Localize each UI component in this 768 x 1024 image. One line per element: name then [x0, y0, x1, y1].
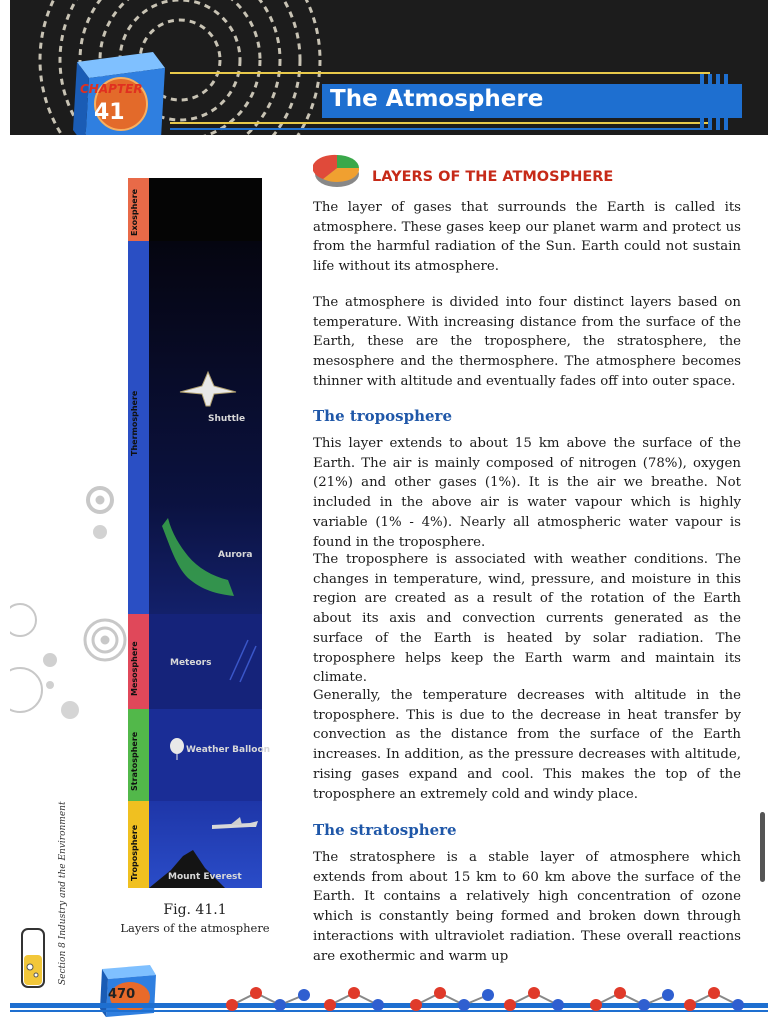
section-side-text: Section 8 Industry and the Environment — [58, 801, 68, 985]
layer-band — [128, 241, 149, 614]
book-page — [10, 0, 768, 1024]
header-rule-top — [170, 72, 710, 74]
header-stripe — [708, 74, 712, 130]
chapter-label: CHAPTER — [80, 82, 143, 96]
weather-balloon-icon — [168, 738, 186, 760]
header-stripe — [716, 74, 720, 130]
shuttle-icon — [178, 370, 238, 410]
layer-sky — [149, 709, 262, 801]
subheading-stratosphere: The stratosphere — [313, 821, 457, 839]
pie-chart-icon — [313, 152, 361, 190]
layer-stratosphere — [128, 709, 262, 801]
mount-everest-label: Mount Everest — [168, 872, 242, 882]
paragraph-layers: The atmosphere is divided into four distinct layers based on temperature. With increasing distance from the surface of the Earth, these are the troposphere, the stratosphere, the mesosphere and the thermosphere. The atmosphere becomes thinner with altitude and eventually fades off into outer space. — [313, 295, 741, 389]
subheading-troposphere: The troposphere — [313, 407, 452, 425]
meteors-label: Meteors — [170, 658, 212, 668]
paragraph-intro: The layer of gases that surrounds the Earth is called its atmosphere. These gases keep our planet warm and protect us from the harmful radiation of the Sun. Earth could not sustain life without its atmosphere. — [313, 200, 741, 275]
layer-sky — [149, 178, 262, 241]
header-rule-bottom — [170, 122, 710, 124]
header-stripe — [724, 74, 728, 130]
molecule-chain-decoration — [220, 985, 760, 1024]
meteors-icon — [218, 636, 258, 686]
chapter-number: 41 — [94, 100, 125, 125]
aurora-label: Aurora — [218, 550, 253, 560]
airplane-icon — [210, 815, 260, 835]
paragraph-troposphere-3: Generally, the temperature decreases with altitude in the troposphere. This is due to the decrease in heat transfer by convection as the distance from the surface of the Earth increases. In addition, as the pressure decreases with altitude, rising gases expand and cool. This makes the top of the troposphere an extremely cold and windy place. — [313, 688, 741, 802]
header-stripe — [700, 74, 704, 130]
scrollbar-thumb[interactable] — [760, 812, 765, 882]
section-heading: LAYERS OF THE ATMOSPHERE — [372, 169, 614, 185]
paragraph-troposphere-1: This layer extends to about 15 km above the surface of the Earth. The air is mainly composed of nitrogen (78%), oxygen (21%) and other gases (1%). It is the air we breathe. Not included in the above air is water vapour which is highly variable (1% - 4%). Nearly all atmospheric water vapour is found in the troposphere. — [313, 436, 741, 550]
figure-caption: Layers of the atmosphere — [120, 921, 270, 935]
weather-balloon-label: Weather Balloon — [186, 745, 271, 755]
layer-band — [128, 614, 149, 709]
paragraph-troposphere-2: The troposphere is associated with weather conditions. The changes in temperature, wind, pressure, and moisture in this region are created as a result of the rotation of the Earth about its axis and convection currents generated as the surface of the Earth is heated by solar radiation. The troposphere helps keep the Earth warm and maintain its climate. — [313, 552, 741, 686]
layer-label-mesosphere: Mesosphere — [130, 641, 139, 696]
layer-label-exosphere: Exosphere — [130, 188, 139, 236]
figure-number: Fig. 41.1 — [163, 902, 227, 918]
page-number: 470 — [108, 987, 136, 1002]
layer-label-stratosphere: Stratosphere — [130, 731, 139, 791]
header-rule-blue — [170, 128, 710, 130]
chapter-title: The Atmosphere — [330, 86, 544, 112]
atmosphere-layers-figure — [128, 178, 271, 888]
shuttle-label: Shuttle — [208, 414, 246, 424]
paragraph-stratosphere-1: The stratosphere is a stable layer of atmosphere which extends from about 15 km to 60 km above the surface of the Earth. It contains a relatively high concentration of ozone which is constantly being formed and broken down through interactions with ultraviolet radiation. These overall reactions are exothermic and warm up — [313, 850, 741, 964]
chapter-header — [10, 0, 768, 135]
layer-label-troposphere: Troposphere — [130, 824, 139, 881]
beaker-icon — [16, 925, 50, 995]
layer-band — [128, 801, 149, 888]
layer-band — [128, 709, 149, 801]
layer-exosphere — [128, 178, 262, 241]
circle-decoration — [10, 470, 130, 730]
layer-band — [128, 178, 149, 241]
layer-label-thermosphere: Thermosphere — [130, 390, 139, 456]
